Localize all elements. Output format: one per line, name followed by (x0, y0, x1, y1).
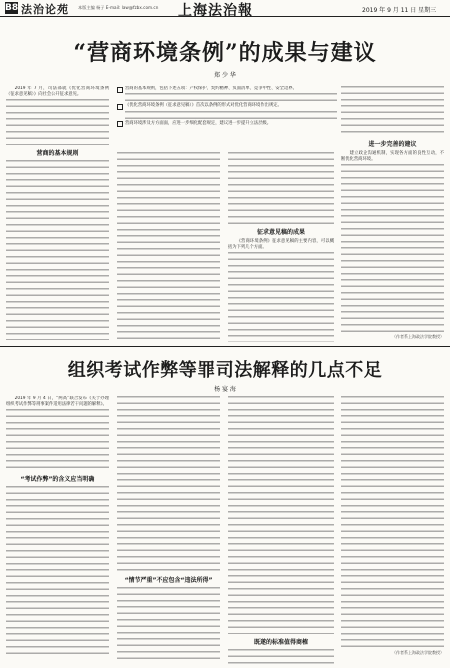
body-text-block (341, 86, 444, 136)
article1-column-2 (117, 152, 220, 342)
square-bullet-icon (117, 87, 123, 93)
bullet-item: 《优化营商环境条例（征求意见稿）》首次以条例的形式对优化营商环境作出规定。 (117, 103, 337, 109)
article1-subhead-2: 征求意见稿的成果 (256, 229, 305, 236)
article1-author: 郑 少 华 (214, 72, 236, 79)
article1-column-4 (341, 86, 444, 342)
body-text-block (228, 152, 334, 224)
article1-author-note: （作者系上海政法学院教授） (392, 333, 444, 339)
article1-lead: 2019 年 7 月，司法部就《优化营商环境条例（征求意见稿）》向社会公开征求意见。 (6, 86, 109, 98)
article2-column-3 (228, 396, 334, 664)
article2-column-1 (6, 396, 109, 664)
body-text-block (6, 409, 109, 471)
article1-subhead-1: 营商的基本规则 (36, 149, 79, 157)
newspaper-logo: 上海法治報 (178, 3, 253, 19)
article1-bullet-box (117, 86, 337, 146)
article2-author-note: （作者系上海政法学院教授） (392, 650, 444, 655)
body-text-block (6, 160, 109, 340)
masthead (0, 0, 450, 17)
article2-lead: 2019 年 9 月 4 日，“两高”联合发布《关于办理组织考试作弊等刑事案件适用法律若干问题的解释》。 (6, 396, 109, 408)
page-number-badge: B8 (5, 3, 19, 13)
body-text-block (341, 396, 444, 648)
article2-column-2 (117, 396, 220, 664)
body-text-block (228, 649, 334, 664)
section-name: 法治论苑 (21, 3, 69, 16)
body-text-block (228, 396, 334, 634)
article1-col4-lead: 建立政企沟通机制，实现各方面的良性互动，不断优化营商环境。 (341, 151, 444, 163)
article1-subhead-3: 进一步完善的建议 (368, 141, 417, 148)
article2-subhead-1: “考试作弊”的含义应当明确 (20, 475, 95, 483)
body-text-block (117, 152, 220, 342)
square-bullet-icon (117, 104, 123, 110)
article2-author: 杨 宴 海 (214, 386, 236, 393)
article2-subhead-2: “情节严重”不应包含“违法所得” (124, 577, 213, 584)
article2-column-4 (341, 396, 444, 664)
body-text-block (125, 93, 337, 101)
article1-title: “营商环境条例”的成果与建议 (73, 40, 377, 66)
bullet-item: 营商环境涉及方方面面，应进一步细化配套规定，建议进一步提升立法层级。 (117, 121, 337, 127)
body-text-block (341, 164, 444, 332)
editor-line: 本版主编 杨子 E-mail: law@fzbx.com.cn (78, 5, 159, 10)
body-text-block (6, 486, 109, 656)
article2-subhead-3: 既遂的标准值得商榷 (253, 639, 308, 646)
issue-date: 2019 年 9 月 11 日 星期三 (362, 7, 437, 14)
article1-column-3 (228, 152, 334, 342)
body-text-block (6, 99, 109, 145)
article1-col3-ref: 《营商环境条例》征求意见稿的主要内容，可以概括为下列几个方面。 (228, 239, 334, 251)
body-text-block (117, 587, 220, 664)
bullet-item: 营商的基本规则，包括下述五项：产权保护、契约精神、负面清单、竞争中性、安全边界。 (117, 86, 337, 92)
body-text-block (125, 111, 337, 119)
body-text-block (228, 252, 334, 342)
article-divider (0, 346, 450, 347)
article1-column-1 (6, 86, 109, 342)
body-text-block (117, 396, 220, 572)
article2-title: 组织考试作弊等罪司法解释的几点不足 (67, 360, 383, 381)
square-bullet-icon (117, 121, 123, 127)
